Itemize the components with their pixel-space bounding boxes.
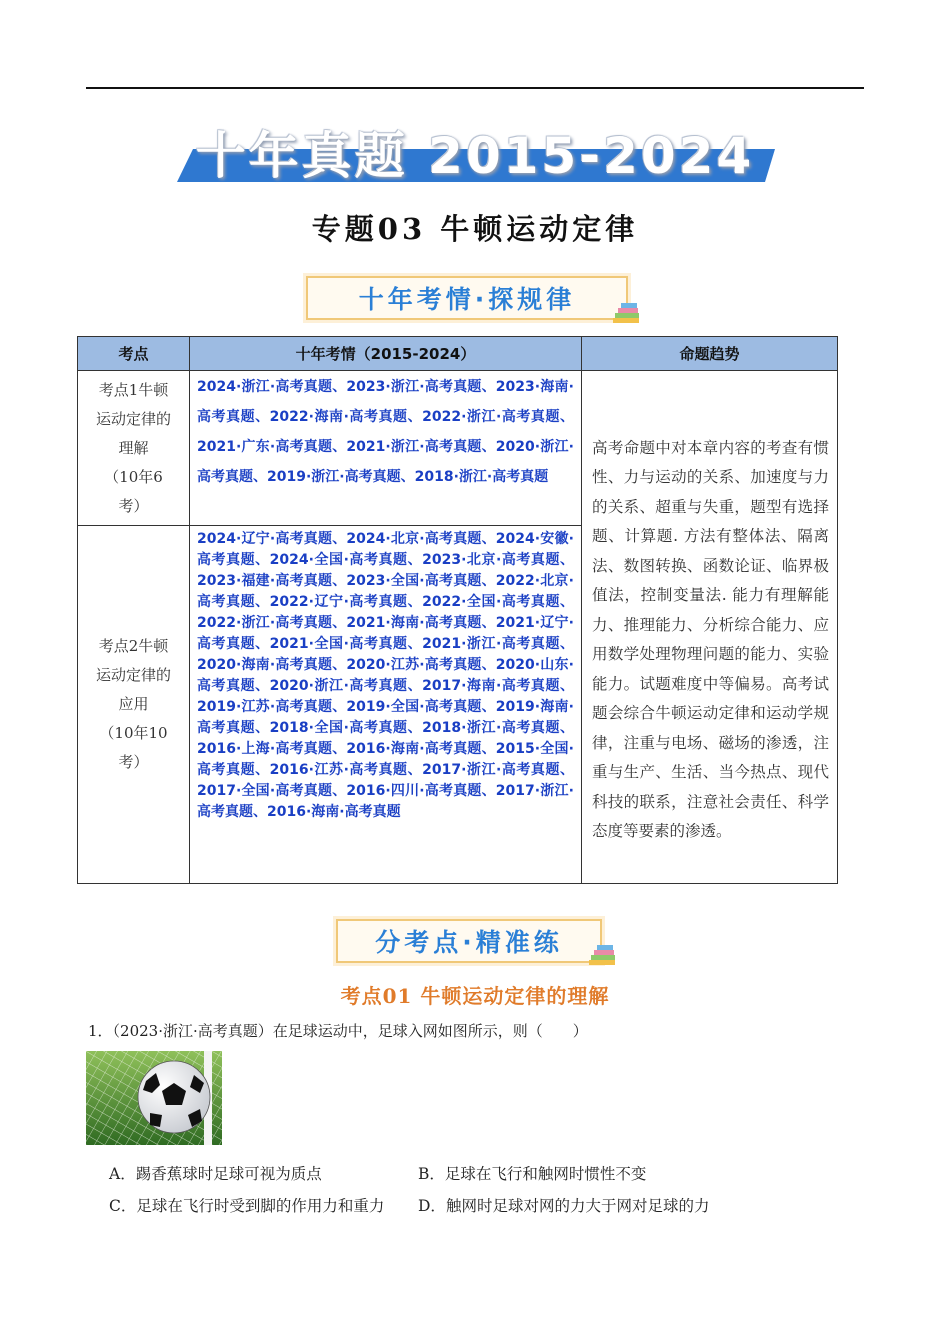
soccer-ball-image <box>86 1051 222 1145</box>
question-number: 1． <box>88 1022 113 1040</box>
books-icon <box>612 299 642 325</box>
section-heading: 考点01 牛顿运动定律的理解 <box>340 984 610 1008</box>
years-cell-2: 2024·辽宁·高考真题、2024·北京·高考真题、2024·安徽·高考真题、2024·全国·高考真题、2023·北京·高考真题、2023·福建·高考真题、2023·全国·高考真题、2022·北京·高考真题、2022·辽宁·高考真题、2022·全国·高考真题、2022·浙江·高考真题、2021·海南·高考真题、2021·辽宁·高考真题、2021·全国·高考真题、2021·浙江·高考真题、2020·海南·高考真题、2020·江苏·高考真题、2020·山东·高考真题、2020·浙江·高考真题、2017·海南·高考真题、2019·江苏·高考真题、2019·全国·高考真题、2019·海南·高考真题、2018·全国·高考真题、2018·浙江·高考真题、2016·上海·高考真题、2016·海南·高考真题、2015·全国·高考真题、2016·江苏·高考真题、2017·浙江·高考真题、2017·全国·高考真题、2016·四川·高考真题、2017·浙江·高考真题、2016·海南·高考真题 <box>190 526 582 884</box>
section-badge-practice: 分考点·精准练 <box>336 919 602 963</box>
question-stem: （2023·浙江·高考真题）在足球运动中，足球入网如图所示，则（ ） <box>112 1022 588 1040</box>
header-point: 考点 <box>78 337 190 371</box>
banner <box>175 112 775 184</box>
point-cell-1: 考点1牛顿 运动定律的 理解 （10年6 考） <box>78 371 190 526</box>
page-title: 专题03 牛顿运动定律 <box>311 212 639 246</box>
years-cell-1: 2024·浙江·高考真题、2023·浙江·高考真题、2023·海南·高考真题、2022·海南·高考真题、2022·浙江·高考真题、2021·广东·高考真题、2021·浙江·高考真题、2020·浙江·高考真题、2019·浙江·高考真题、2018·浙江·高考真题 <box>190 371 582 526</box>
point-cell-2: 考点2牛顿 运动定律的 应用 （10年10 考） <box>78 526 190 884</box>
exam-trend-table <box>77 336 838 884</box>
section-badge-trends: 十年考情·探规律 <box>306 276 628 320</box>
top-rule <box>86 87 864 89</box>
option-a[interactable]: A．踢香蕉球时足球可视为质点 <box>109 1165 322 1183</box>
option-b[interactable]: B．足球在飞行和触网时惯性不变 <box>418 1165 647 1183</box>
header-years: 十年考情（2015-2024） <box>190 337 582 371</box>
option-c[interactable]: C．足球在飞行时受到脚的作用力和重力 <box>109 1197 385 1215</box>
option-d[interactable]: D．触网时足球对网的力大于网对足球的力 <box>418 1197 710 1215</box>
books-icon <box>588 941 618 967</box>
banner-title: 十年真题 2015-2024 <box>195 127 755 185</box>
trend-cell: 高考命题中对本章内容的考查有惯性、力与运动的关系、加速度与力的关系、超重与失重，题型有选择题、计算题. 方法有整体法、隔离法、数图转换、函数论证、临界极值法，控制变量法. 能力有理解能力、推理能力、分析综合能力、应用数学处理物理问题的能力、实验能力。试题难度中等偏易。高考试题会综合牛顿运动定律和运动学规律，注重与电场、磁场的渗透，注重与生产、生活、当今热点、现代科技的联系，注意社会责任、科学态度等要素的渗透。 <box>582 371 838 884</box>
question-1 <box>88 1020 588 1041</box>
header-trend: 命题趋势 <box>582 337 838 371</box>
